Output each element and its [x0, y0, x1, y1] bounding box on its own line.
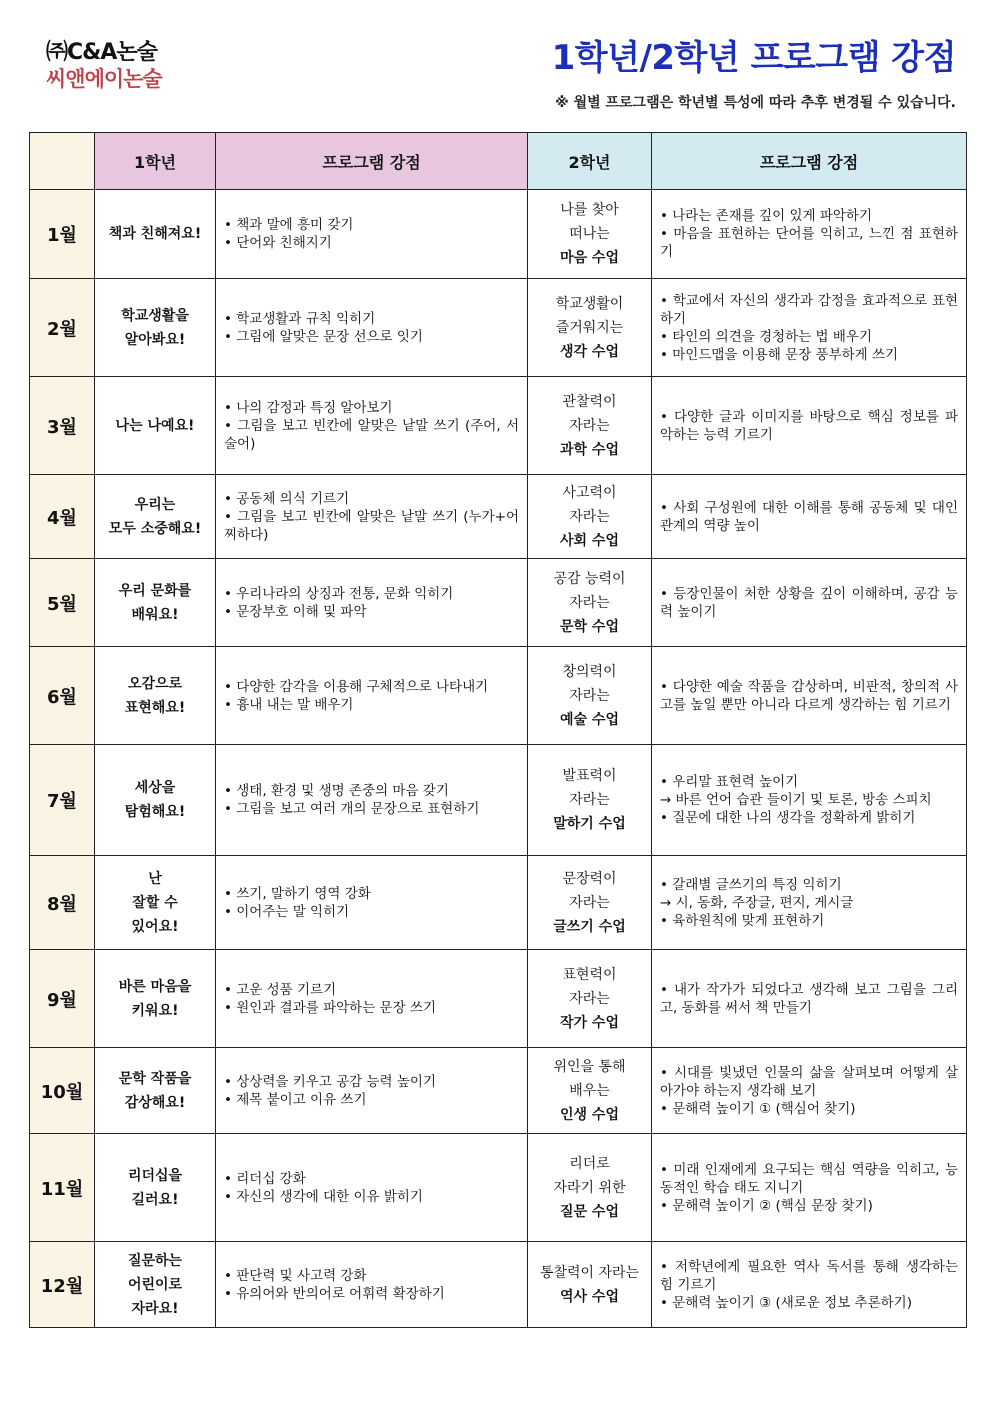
grade1-theme-line: 감상해요! [124, 1094, 186, 1111]
grade2-theme [528, 1048, 652, 1134]
grade1-strength-item: • 그림을 보고 여러 개의 문장으로 표현하기 [224, 801, 480, 817]
grade2-strength-item: • 다양한 글과 이미지를 바탕으로 핵심 정보를 파악하는 능력 기르기 [660, 408, 958, 443]
grade1-theme-line: 우리는 [134, 496, 176, 513]
grade2-strengths [652, 856, 967, 950]
grade1-theme-line: 길러요! [131, 1191, 179, 1208]
grade2-theme-line: 자라는 [569, 508, 610, 525]
grade2-strength-item: → 시, 동화, 주장글, 편지, 게시글 [660, 894, 854, 911]
grade2-class-name: 질문 수업 [560, 1203, 619, 1220]
grade2-theme-line: 자라는 [569, 894, 610, 911]
grade2-theme-line: 자라는 [569, 687, 610, 704]
grade1-strength-item: • 학교생활과 규칙 익히기 [224, 310, 376, 327]
month-row [30, 1242, 967, 1328]
grade2-strength-item: • 저학년에게 필요한 역사 독서를 통해 생각하는 힘 기르기 [660, 1258, 958, 1293]
grade1-strength-item: • 다양한 감각을 이용해 구체적으로 나타내기 [224, 678, 489, 695]
grade1-theme-line: 자라요! [131, 1300, 179, 1317]
grade2-theme [528, 279, 652, 377]
program-table [29, 132, 967, 1328]
grade1-theme-line: 난 [148, 870, 162, 887]
grade1-theme-line: 배워요! [131, 606, 179, 623]
month-label: 4월 [30, 475, 95, 559]
page-title: 1학년/2학년 프로그램 강점 [551, 38, 956, 78]
grade2-theme-line: 자라는 [569, 990, 610, 1007]
grade1-strengths [216, 377, 528, 475]
grade2-class-name: 과학 수업 [560, 441, 619, 458]
grade1-strengths [216, 950, 528, 1048]
grade1-strength-item: • 문장부호 이해 및 파악 [224, 603, 367, 620]
grade2-strengths [652, 950, 967, 1048]
grade2-strength-item: • 학교에서 자신의 생각과 감정을 효과적으로 표현하기 [660, 292, 958, 327]
month-label: 5월 [30, 559, 95, 647]
grade1-theme-line: 나는 나예요! [115, 417, 195, 434]
grade2-class-name: 문학 수업 [560, 618, 619, 635]
month-row [30, 1134, 967, 1242]
grade1-theme [95, 279, 216, 377]
month-row [30, 279, 967, 377]
grade2-theme [528, 559, 652, 647]
grade2-strength-item: • 우리말 표현력 높이기 [660, 774, 799, 790]
grade1-strength-item: • 제목 붙이고 이유 쓰기 [224, 1091, 367, 1108]
grade2-theme [528, 475, 652, 559]
change-notice: ※ 월별 프로그램은 학년별 특성에 따라 추후 변경될 수 있습니다. [555, 95, 956, 111]
grade1-theme [95, 745, 216, 856]
grade1-theme [95, 1048, 216, 1134]
grade2-theme-line: 문장력이 [562, 870, 617, 887]
grade2-strength-item: • 마인드맵을 이용해 문장 풍부하게 쓰기 [660, 346, 899, 363]
grade1-strength-item: • 원인과 결과를 파악하는 문장 쓰기 [224, 999, 436, 1016]
grade1-strength-item: • 생태, 환경 및 생명 존중의 마음 갖기 [224, 783, 449, 799]
grade1-strength-item: • 상상력을 키우고 공감 능력 높이기 [224, 1073, 436, 1090]
grade1-theme-line: 세상을 [134, 780, 176, 796]
grade2-strengths [652, 559, 967, 647]
grade2-strengths [652, 1242, 967, 1328]
grade1-theme-line: 문학 작품을 [118, 1070, 192, 1087]
grade2-theme [528, 190, 652, 279]
grade2-class-name: 인생 수업 [560, 1106, 619, 1123]
grade2-strength-item: • 육하원칙에 맞게 표현하기 [660, 912, 825, 929]
grade1-strength-item: • 자신의 생각에 대한 이유 밝히기 [224, 1188, 423, 1205]
grade1-strength-item: • 그림을 보고 빈칸에 알맞은 낱말 쓰기 (누가+어찌하다) [224, 508, 519, 543]
month-label: 12월 [30, 1242, 95, 1328]
grade2-class-name: 글쓰기 수업 [553, 918, 626, 935]
grade2-theme-line: 배우는 [569, 1082, 610, 1099]
grade1-strengths [216, 559, 528, 647]
grade2-theme [528, 1134, 652, 1242]
header-grade1: 1학년 [95, 133, 216, 190]
grade2-theme-line: 떠나는 [569, 226, 610, 242]
grade2-strengths [652, 279, 967, 377]
grade2-strengths [652, 745, 967, 856]
grade1-strength-item: • 고운 성품 기르기 [224, 981, 337, 998]
month-label: 8월 [30, 856, 95, 950]
grade2-strength-item: • 내가 작가가 되었다고 생각해 보고 그림을 그리고, 동화를 써서 책 만들기 [660, 981, 958, 1016]
grade2-class-name: 역사 수업 [560, 1288, 619, 1305]
grade2-strength-item: • 나라는 존재를 깊이 있게 파악하기 [660, 208, 872, 224]
grade2-strength-item: • 갈래별 글쓰기의 특징 익히기 [660, 876, 842, 893]
grade1-theme [95, 475, 216, 559]
grade2-strength-item: • 타인의 의견을 경청하는 법 배우기 [660, 328, 872, 345]
grade1-theme [95, 647, 216, 745]
grade2-theme-line: 즐거워지는 [555, 319, 624, 336]
month-label: 9월 [30, 950, 95, 1048]
grade1-theme [95, 1134, 216, 1242]
grade1-strengths [216, 1242, 528, 1328]
grade2-theme-line: 자라기 위한 [553, 1179, 626, 1196]
grade2-strength-item: • 문해력 높이기 ② (핵심 문장 찾기) [660, 1197, 873, 1214]
grade2-theme-line: 관찰력이 [562, 393, 617, 410]
grade2-strength-item: • 미래 인재에게 요구되는 핵심 역량을 익히고, 능동적인 학습 태도 지니기 [660, 1161, 958, 1196]
grade1-strengths [216, 190, 528, 279]
grade2-theme-line: 학교생활이 [555, 295, 624, 312]
grade1-strength-item: • 우리나라의 상징과 전통, 문화 익히기 [224, 585, 454, 602]
grade1-strengths [216, 745, 528, 856]
grade2-theme-line: 위인을 통해 [553, 1058, 626, 1075]
grade2-class-name: 생각 수업 [560, 343, 619, 360]
month-row [30, 559, 967, 647]
header-grade2: 2학년 [528, 133, 652, 190]
month-label: 6월 [30, 647, 95, 745]
grade1-theme [95, 1242, 216, 1328]
grade2-class-name: 사회 수업 [560, 532, 619, 549]
grade1-theme-line: 있어요! [131, 918, 179, 935]
grade2-strength-item: • 질문에 대한 나의 생각을 정확하게 밝히기 [660, 810, 916, 826]
month-row [30, 475, 967, 559]
month-row [30, 1048, 967, 1134]
grade1-strength-item: • 나의 감정과 특징 알아보기 [224, 399, 393, 416]
grade2-strength-item: • 마음을 표현하는 단어를 익히고, 느낀 점 표현하기 [660, 226, 958, 260]
grade2-theme-line: 리더로 [569, 1155, 610, 1172]
grade1-theme-line: 책과 친해져요! [108, 226, 202, 242]
grade2-theme [528, 950, 652, 1048]
grade2-theme [528, 647, 652, 745]
grade2-theme-line: 나를 찾아 [560, 202, 619, 218]
grade1-strength-item: • 리더십 강화 [224, 1170, 306, 1187]
grade1-strengths [216, 1048, 528, 1134]
month-row [30, 856, 967, 950]
grade1-theme-line: 질문하는 [127, 1252, 183, 1269]
month-row [30, 745, 967, 856]
month-label: 2월 [30, 279, 95, 377]
grade2-strengths [652, 377, 967, 475]
header-blank [30, 133, 95, 190]
grade1-theme-line: 표현해요! [124, 699, 186, 716]
grade1-strength-item: • 책과 말에 흥미 갖기 [224, 217, 354, 233]
grade1-theme-line: 바른 마음을 [118, 978, 192, 995]
grade1-strength-item: • 그림을 보고 빈칸에 알맞은 낱말 쓰기 (주어, 서술어) [224, 417, 519, 452]
grade2-class-name: 예술 수업 [560, 711, 619, 728]
grade1-strengths [216, 647, 528, 745]
grade2-theme-line: 자라는 [569, 594, 610, 611]
grade2-theme-line: 창의력이 [562, 663, 617, 680]
company-logo [46, 40, 162, 92]
month-row [30, 190, 967, 279]
grade1-strength-item: • 그림에 알맞은 문장 선으로 잇기 [224, 328, 423, 345]
grade1-strengths [216, 475, 528, 559]
month-row [30, 377, 967, 475]
month-label: 1월 [30, 190, 95, 279]
grade2-strength-item: • 문해력 높이기 ① (핵심어 찾기) [660, 1100, 856, 1117]
grade2-class-name: 작가 수업 [560, 1014, 619, 1031]
grade2-strengths [652, 190, 967, 279]
grade2-strengths [652, 647, 967, 745]
grade1-strengths [216, 1134, 528, 1242]
grade2-class-name: 말하기 수업 [553, 816, 626, 832]
grade1-strengths [216, 856, 528, 950]
grade1-theme [95, 190, 216, 279]
grade1-theme-line: 우리 문화를 [118, 582, 192, 599]
logo-bottom-text: 씨앤에이논술 [46, 67, 162, 91]
grade1-theme-line: 모두 소중해요! [108, 520, 202, 537]
grade2-theme [528, 377, 652, 475]
grade1-strengths [216, 279, 528, 377]
grade2-strengths [652, 1048, 967, 1134]
grade1-theme [95, 559, 216, 647]
grade1-strength-item: • 공동체 의식 기르기 [224, 490, 350, 507]
grade2-strength-item: • 사회 구성원에 대한 이해를 통해 공동체 및 대인 관계의 역량 높이 [660, 499, 958, 534]
grade2-strength-item: • 시대를 빛냈던 인물의 삶을 살펴보며 어떻게 살아가야 하는지 생각해 보기 [660, 1064, 958, 1099]
grade2-strength-item: • 문해력 높이기 ③ (새로운 정보 추론하기) [660, 1294, 912, 1311]
grade2-strengths [652, 475, 967, 559]
grade2-theme-line: 공감 능력이 [553, 570, 626, 587]
header-grade1-strengths: 프로그램 강점 [216, 133, 528, 190]
grade2-strength-item: • 등장인물이 처한 상황을 깊이 이해하며, 공감 능력 높이기 [660, 585, 958, 620]
grade2-theme-line: 자라는 [569, 417, 610, 434]
grade2-strength-item: → 바른 언어 습관 들이기 및 토론, 방송 스피치 [660, 792, 932, 808]
grade2-theme-line: 표현력이 [562, 966, 617, 983]
grade1-strength-item: • 판단력 및 사고력 강화 [224, 1267, 367, 1284]
grade2-strengths [652, 1134, 967, 1242]
grade1-strength-item: • 단어와 친해지기 [224, 235, 332, 251]
grade2-theme-line: 자라는 [569, 792, 610, 808]
grade1-theme [95, 950, 216, 1048]
table-header-row [30, 133, 967, 190]
header-grade2-strengths: 프로그램 강점 [652, 133, 967, 190]
month-label: 3월 [30, 377, 95, 475]
grade2-class-name: 마음 수업 [560, 250, 619, 266]
grade1-theme [95, 377, 216, 475]
grade1-strength-item: • 유의어와 반의어로 어휘력 확장하기 [224, 1285, 445, 1302]
grade2-strength-item: • 다양한 예술 작품을 감상하며, 비판적, 창의적 사고를 높일 뿐만 아니라 다르게 생각하는 힘 기르기 [660, 678, 958, 713]
grade1-theme-line: 탐험해요! [124, 804, 186, 820]
month-label: 7월 [30, 745, 95, 856]
grade1-theme-line: 잘할 수 [132, 894, 178, 911]
month-row [30, 647, 967, 745]
grade2-theme-line: 통찰력이 자라는 [539, 1264, 640, 1281]
grade1-strength-item: • 흉내 내는 말 배우기 [224, 696, 354, 713]
grade1-theme-line: 오감으로 [127, 675, 183, 692]
grade1-strength-item: • 쓰기, 말하기 영역 강화 [224, 885, 371, 902]
grade1-theme [95, 856, 216, 950]
grade1-strength-item: • 이어주는 말 익히기 [224, 903, 350, 920]
grade1-theme-line: 리더십을 [127, 1167, 183, 1184]
grade2-theme-line: 발표력이 [562, 768, 617, 784]
grade2-theme [528, 856, 652, 950]
grade2-theme-line: 사고력이 [562, 484, 617, 501]
month-label: 10월 [30, 1048, 95, 1134]
grade1-theme-line: 알아봐요! [124, 331, 186, 348]
grade1-theme-line: 키워요! [131, 1002, 179, 1019]
month-label: 11월 [30, 1134, 95, 1242]
grade2-theme [528, 1242, 652, 1328]
grade2-theme [528, 745, 652, 856]
grade1-theme-line: 어린이로 [127, 1276, 183, 1293]
month-row [30, 950, 967, 1048]
logo-top-text: ㈜C&A논술 [46, 40, 157, 65]
grade1-theme-line: 학교생활을 [121, 307, 189, 324]
